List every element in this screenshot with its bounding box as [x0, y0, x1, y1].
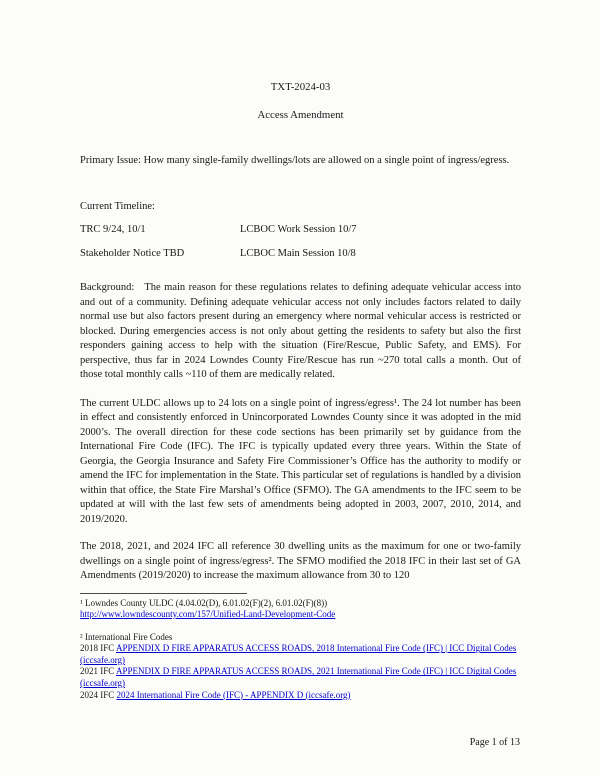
footnote-entry-2021	[80, 666, 521, 689]
page-number: Page 1 of 13	[469, 737, 520, 748]
footnote-entry-2024	[80, 690, 521, 702]
footnote-1	[80, 598, 521, 621]
footnote-entry-prefix-2018: 2018 IFC	[80, 643, 117, 654]
footnote-2-header: ² International Fire Codes	[80, 631, 173, 642]
ifc-paragraph: The 2018, 2021, and 2024 IFC all reference 30 dwelling units as the maximum for one or two-family dwellings on a single point of ingress/egress². The SFMO modified the 2018 IFC in their last set of GA Amendments (2019/2020) to increase the maximum allowance from 30 to 120	[80, 541, 521, 581]
footnote-entry-2018	[80, 643, 521, 666]
uldc-paragraph: The current ULDC allows up to 24 lots on a single point of ingress/egress¹. The 24 lot number has been in effect and consistently enforced in Unincorporated Lowndes County since it was adopted in the mid 2000’s. The overall direction for these code sections has been primarily set by guidance from the International Fire Code (IFC). The IFC is typically updated every three years. Within the State of Georgia, the Georgia Insurance and Safety Fire Commissioner’s Office has the authority to modify or amend the IFC for implementation in the State. This particular set of regulations is handled by a division within that office, the State Fire Marshal’s Office (SFMO). The GA amendments to the IFC seem to be updated at will with the last few sets of amendments being adopted in 2003, 2007, 2010, 2014, and 2019/2020.	[80, 397, 521, 525]
timeline-item-trc: TRC 9/24, 10/1	[80, 224, 146, 235]
doc-title: TXT-2024-03	[270, 81, 331, 93]
footnote-entry-prefix-2024: 2024 IFC	[80, 689, 117, 700]
timeline-item-work-session: LCBOC Work Session 10/7	[240, 224, 357, 235]
footnote-entry-prefix-2021: 2021 IFC	[80, 666, 117, 677]
footnote-entry-link-2018[interactable]: APPENDIX D FIRE APPARATUS ACCESS ROADS, 2018 International Fire Code (IFC) | ICC Digital Codes (iccsafe.org)	[80, 643, 517, 665]
footnote-1-text: ¹ Lowndes County ULDC (4.04.02(D), 6.01.02(F)(2), 6.01.02(F)(8))	[80, 597, 328, 608]
timeline-item-main-session: LCBOC Main Session 10/8	[240, 247, 356, 259]
footnote-entry-link-2021[interactable]: APPENDIX D FIRE APPARATUS ACCESS ROADS, 2021 International Fire Code (IFC) | ICC Digital Codes (iccsafe.org)	[80, 666, 517, 689]
timeline-row	[80, 223, 521, 238]
timeline-item-stakeholder-notice: Stakeholder Notice TBD	[80, 247, 185, 259]
footnote-entry-link-2024[interactable]: 2024 International Fire Code (IFC) - APPENDIX D (iccsafe.org)	[116, 689, 351, 700]
doc-subtitle: Access Amendment	[257, 108, 344, 121]
footnote-2	[80, 632, 521, 702]
primary-issue-paragraph: Primary Issue: How many single-family dwellings/lots are allowed on a single point of ingress/egress.	[80, 155, 510, 166]
footnote-1-link[interactable]: http://www.lowndescounty.com/157/Unified-Land-Development-Code	[80, 609, 336, 620]
footnotes-section	[80, 598, 521, 702]
footnote-separator	[80, 593, 247, 594]
timeline-heading: Current Timeline:	[80, 200, 155, 212]
background-paragraph: Background: The main reason for these regulations relates to defining adequate vehicular access into and out of a community. Defining adequate vehicular access not only includes factors related to daily normal use but also factors present during an emergency where normal vehicular access is restricted or blocked. During emergencies access is not only about getting the residents to safety but also the first responders gaining access to help with the situation (Fire/Rescue, Public Safety, and EMS). For perspective, thus far in 2024 Lowndes County Fire/Rescue has run ~270 total calls a month. Out of those total monthly calls ~110 of them are medically related.	[80, 282, 521, 380]
timeline-row	[80, 247, 521, 262]
